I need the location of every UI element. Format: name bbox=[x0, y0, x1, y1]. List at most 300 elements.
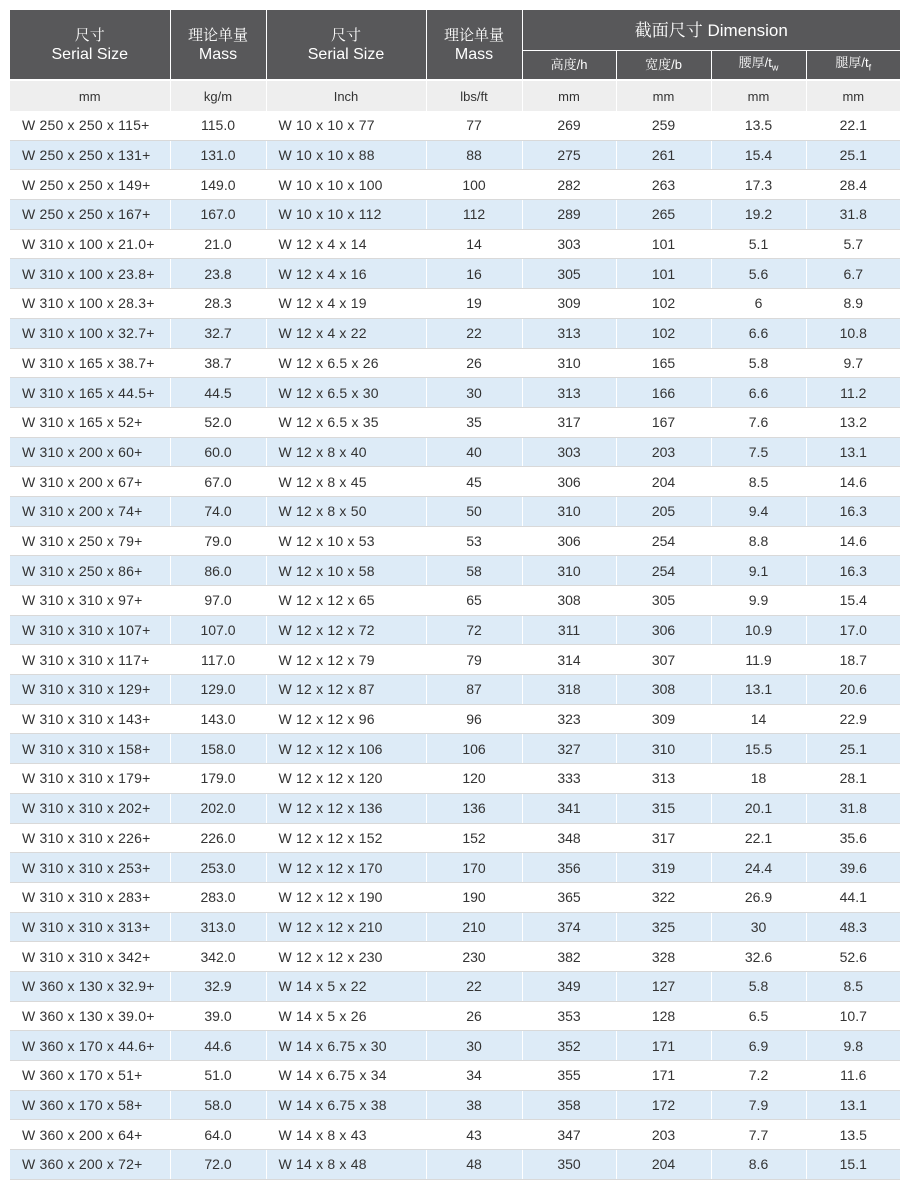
serial-size-inch-cell: W 10 x 10 x 77 bbox=[266, 111, 426, 140]
serial-size-mm-cell: W 310 x 310 x 158+ bbox=[10, 734, 170, 764]
height-cell: 303 bbox=[522, 229, 616, 259]
mass-kg-cell: 131.0 bbox=[170, 140, 266, 170]
table-row bbox=[10, 378, 900, 408]
serial-size-mm-cell: W 310 x 100 x 21.0+ bbox=[10, 229, 170, 259]
width-cell: 203 bbox=[616, 437, 711, 467]
width-cell: 167 bbox=[616, 407, 711, 437]
table-row bbox=[10, 971, 900, 1001]
web-thickness-cell: 22.1 bbox=[711, 823, 806, 853]
mass-kg-cell: 38.7 bbox=[170, 348, 266, 378]
web-thickness-cell: 7.7 bbox=[711, 1120, 806, 1150]
serial-size-mm-cell: W 360 x 130 x 39.0+ bbox=[10, 1001, 170, 1031]
width-cell: 254 bbox=[616, 526, 711, 556]
flange-thickness-cell: 48.3 bbox=[806, 912, 900, 942]
serial-size-inch-cell: W 12 x 12 x 65 bbox=[266, 586, 426, 616]
flange-thickness-cell: 9.8 bbox=[806, 1031, 900, 1061]
flange-thickness-cell: 18.7 bbox=[806, 645, 900, 675]
table-row bbox=[10, 556, 900, 586]
width-cell: 317 bbox=[616, 823, 711, 853]
flange-thickness-cell: 10.7 bbox=[806, 1001, 900, 1031]
mass-kg-cell: 202.0 bbox=[170, 793, 266, 823]
table-row bbox=[10, 170, 900, 200]
web-thickness-cell: 13.5 bbox=[711, 111, 806, 140]
height-cell: 382 bbox=[522, 942, 616, 972]
web-thickness-cell: 9.1 bbox=[711, 556, 806, 586]
flange-thickness-cell: 15.4 bbox=[806, 586, 900, 616]
serial-size-inch-cell: W 12 x 4 x 14 bbox=[266, 229, 426, 259]
web-thickness-cell: 7.9 bbox=[711, 1090, 806, 1120]
mass-kg-cell: 60.0 bbox=[170, 437, 266, 467]
flange-thickness-cell: 31.8 bbox=[806, 200, 900, 230]
mass-kg-cell: 107.0 bbox=[170, 615, 266, 645]
serial-size-inch-cell: W 10 x 10 x 100 bbox=[266, 170, 426, 200]
serial-size-mm-cell: W 310 x 310 x 226+ bbox=[10, 823, 170, 853]
width-cell: 203 bbox=[616, 1120, 711, 1150]
table-row bbox=[10, 437, 900, 467]
table-row bbox=[10, 111, 900, 140]
width-cell: 102 bbox=[616, 289, 711, 319]
height-cell: 310 bbox=[522, 348, 616, 378]
table-row bbox=[10, 793, 900, 823]
serial-size-inch-cell: W 12 x 4 x 19 bbox=[266, 289, 426, 319]
flange-thickness-cell: 8.9 bbox=[806, 289, 900, 319]
serial-size-mm-cell: W 310 x 200 x 74+ bbox=[10, 496, 170, 526]
mass-kg-cell: 23.8 bbox=[170, 259, 266, 289]
mass-lbs-cell: 26 bbox=[426, 1001, 522, 1031]
table-row bbox=[10, 348, 900, 378]
mass-lbs-cell: 53 bbox=[426, 526, 522, 556]
height-cell: 341 bbox=[522, 793, 616, 823]
mass-kg-cell: 149.0 bbox=[170, 170, 266, 200]
mass-kg-cell: 79.0 bbox=[170, 526, 266, 556]
serial-size-inch-cell: W 12 x 8 x 50 bbox=[266, 496, 426, 526]
height-cell: 350 bbox=[522, 1150, 616, 1180]
width-cell: 101 bbox=[616, 259, 711, 289]
table-row bbox=[10, 912, 900, 942]
mass-kg-cell: 32.9 bbox=[170, 971, 266, 1001]
mass-kg-cell: 39.0 bbox=[170, 1001, 266, 1031]
mass-kg-cell: 97.0 bbox=[170, 586, 266, 616]
web-thickness-cell: 6.6 bbox=[711, 378, 806, 408]
mass-lbs-cell: 22 bbox=[426, 971, 522, 1001]
serial-size-mm-cell: W 310 x 250 x 86+ bbox=[10, 556, 170, 586]
mass-lbs-cell: 210 bbox=[426, 912, 522, 942]
serial-size-inch-cell: W 10 x 10 x 88 bbox=[266, 140, 426, 170]
width-cell: 313 bbox=[616, 764, 711, 794]
width-cell: 315 bbox=[616, 793, 711, 823]
serial-size-mm-cell: W 360 x 200 x 64+ bbox=[10, 1120, 170, 1150]
mass-lbs-cell: 30 bbox=[426, 1031, 522, 1061]
mass-kg-cell: 44.6 bbox=[170, 1031, 266, 1061]
serial-size-mm-cell: W 250 x 250 x 131+ bbox=[10, 140, 170, 170]
width-cell: 261 bbox=[616, 140, 711, 170]
table-row bbox=[10, 942, 900, 972]
web-thickness-cell: 5.8 bbox=[711, 971, 806, 1001]
mass-kg-cell: 226.0 bbox=[170, 823, 266, 853]
height-cell: 353 bbox=[522, 1001, 616, 1031]
web-thickness-cell: 15.5 bbox=[711, 734, 806, 764]
height-cell: 313 bbox=[522, 318, 616, 348]
web-thickness-cell: 9.9 bbox=[711, 586, 806, 616]
unit-cell: mm bbox=[711, 80, 806, 111]
web-thickness-label: 腰厚/t bbox=[738, 54, 772, 70]
mass-lbs-cell: 34 bbox=[426, 1061, 522, 1091]
table-row bbox=[10, 882, 900, 912]
mass-kg-cell: 143.0 bbox=[170, 704, 266, 734]
serial-size-inch-cell: W 12 x 12 x 230 bbox=[266, 942, 426, 972]
mass-kg-cell: 51.0 bbox=[170, 1061, 266, 1091]
height-cell: 374 bbox=[522, 912, 616, 942]
serial-size-mm-cell: W 360 x 170 x 51+ bbox=[10, 1061, 170, 1091]
serial-size-mm-cell: W 310 x 100 x 28.3+ bbox=[10, 289, 170, 319]
height-cell: 275 bbox=[522, 140, 616, 170]
web-thickness-cell: 8.6 bbox=[711, 1150, 806, 1180]
mass-lbs-cell: 112 bbox=[426, 200, 522, 230]
mass-kg-cell: 283.0 bbox=[170, 882, 266, 912]
serial-size-mm-cell: W 360 x 170 x 58+ bbox=[10, 1090, 170, 1120]
width-cell: 127 bbox=[616, 971, 711, 1001]
serial-size-mm-cell: W 310 x 165 x 52+ bbox=[10, 407, 170, 437]
mass-kg-cell: 21.0 bbox=[170, 229, 266, 259]
serial-size-inch-cell: W 12 x 12 x 72 bbox=[266, 615, 426, 645]
mass-kg-cell: 67.0 bbox=[170, 467, 266, 497]
height-cell: 333 bbox=[522, 764, 616, 794]
web-thickness-cell: 6 bbox=[711, 289, 806, 319]
width-cell: 102 bbox=[616, 318, 711, 348]
serial-size-mm-cell: W 360 x 170 x 44.6+ bbox=[10, 1031, 170, 1061]
serial-size-mm-cell: W 310 x 310 x 97+ bbox=[10, 586, 170, 616]
web-thickness-cell: 6.5 bbox=[711, 1001, 806, 1031]
serial-size-inch-cell: W 12 x 4 x 22 bbox=[266, 318, 426, 348]
serial-size-inch-cell: W 12 x 6.5 x 26 bbox=[266, 348, 426, 378]
width-cell: 172 bbox=[616, 1090, 711, 1120]
web-thickness-cell: 32.6 bbox=[711, 942, 806, 972]
serial-size-mm-cell: W 310 x 310 x 129+ bbox=[10, 675, 170, 705]
mass-kg-header bbox=[170, 10, 266, 80]
serial-size-inch-header bbox=[266, 10, 426, 80]
mass-lbs-cell: 45 bbox=[426, 467, 522, 497]
mass-kg-cell: 58.0 bbox=[170, 1090, 266, 1120]
table-row bbox=[10, 675, 900, 705]
serial-size-inch-cell: W 12 x 10 x 53 bbox=[266, 526, 426, 556]
flange-thickness-cell: 11.2 bbox=[806, 378, 900, 408]
serial-size-mm-cell: W 310 x 310 x 202+ bbox=[10, 793, 170, 823]
height-cell: 289 bbox=[522, 200, 616, 230]
mass-kg-cell: 313.0 bbox=[170, 912, 266, 942]
mass-kg-cell: 44.5 bbox=[170, 378, 266, 408]
flange-thickness-cell: 22.9 bbox=[806, 704, 900, 734]
height-cell: 348 bbox=[522, 823, 616, 853]
unit-cell: kg/m bbox=[170, 80, 266, 111]
flange-thickness-cell: 22.1 bbox=[806, 111, 900, 140]
flange-thickness-subscript: f bbox=[868, 62, 872, 73]
serial-size-inch-cell: W 12 x 12 x 152 bbox=[266, 823, 426, 853]
height-cell: 282 bbox=[522, 170, 616, 200]
web-thickness-cell: 17.3 bbox=[711, 170, 806, 200]
unit-cell: mm bbox=[616, 80, 711, 111]
width-cell: 307 bbox=[616, 645, 711, 675]
flange-thickness-cell: 11.6 bbox=[806, 1061, 900, 1091]
web-thickness-cell: 8.8 bbox=[711, 526, 806, 556]
mass-kg-cell: 28.3 bbox=[170, 289, 266, 319]
width-cell: 204 bbox=[616, 467, 711, 497]
units-row bbox=[10, 80, 900, 111]
table-row bbox=[10, 496, 900, 526]
mass-kg-cell: 74.0 bbox=[170, 496, 266, 526]
height-cell: 313 bbox=[522, 378, 616, 408]
height-cell: 309 bbox=[522, 289, 616, 319]
serial-size-mm-cell: W 250 x 250 x 149+ bbox=[10, 170, 170, 200]
mass-lbs-cell: 120 bbox=[426, 764, 522, 794]
flange-thickness-cell: 28.4 bbox=[806, 170, 900, 200]
serial-size-inch-cell: W 14 x 6.75 x 38 bbox=[266, 1090, 426, 1120]
serial-size-inch-cell: W 12 x 12 x 96 bbox=[266, 704, 426, 734]
mass-lbs-cell: 43 bbox=[426, 1120, 522, 1150]
unit-cell: mm bbox=[522, 80, 616, 111]
serial-size-en-label-2: Serial Size bbox=[307, 45, 385, 63]
mass-lbs-cell: 50 bbox=[426, 496, 522, 526]
mass-lbs-cell: 40 bbox=[426, 437, 522, 467]
dimension-header: 截面尺寸 Dimension bbox=[522, 10, 900, 51]
width-cell: 165 bbox=[616, 348, 711, 378]
mass-kg-cell: 179.0 bbox=[170, 764, 266, 794]
height-cell: 314 bbox=[522, 645, 616, 675]
table-row bbox=[10, 823, 900, 853]
serial-size-inch-cell: W 12 x 12 x 170 bbox=[266, 853, 426, 883]
mass-lbs-cell: 79 bbox=[426, 645, 522, 675]
width-cell: 263 bbox=[616, 170, 711, 200]
serial-size-mm-header bbox=[10, 10, 170, 80]
table-row bbox=[10, 764, 900, 794]
height-cell: 269 bbox=[522, 111, 616, 140]
serial-size-mm-cell: W 310 x 310 x 253+ bbox=[10, 853, 170, 883]
flange-thickness-cell: 20.6 bbox=[806, 675, 900, 705]
height-cell: 358 bbox=[522, 1090, 616, 1120]
width-cell: 128 bbox=[616, 1001, 711, 1031]
width-cell: 310 bbox=[616, 734, 711, 764]
table-row bbox=[10, 289, 900, 319]
serial-size-inch-cell: W 12 x 12 x 136 bbox=[266, 793, 426, 823]
web-thickness-cell: 11.9 bbox=[711, 645, 806, 675]
mass-lbs-cell: 152 bbox=[426, 823, 522, 853]
flange-thickness-cell: 13.1 bbox=[806, 437, 900, 467]
flange-thickness-cell: 8.5 bbox=[806, 971, 900, 1001]
width-cell: 265 bbox=[616, 200, 711, 230]
mass-cn-label-2: 理论单量 bbox=[443, 26, 504, 44]
height-cell: 327 bbox=[522, 734, 616, 764]
serial-size-inch-cell: W 14 x 6.75 x 34 bbox=[266, 1061, 426, 1091]
table-row bbox=[10, 734, 900, 764]
serial-size-inch-cell: W 12 x 12 x 79 bbox=[266, 645, 426, 675]
mass-kg-cell: 253.0 bbox=[170, 853, 266, 883]
mass-lbs-cell: 38 bbox=[426, 1090, 522, 1120]
flange-thickness-cell: 5.7 bbox=[806, 229, 900, 259]
serial-size-mm-cell: W 310 x 310 x 107+ bbox=[10, 615, 170, 645]
mass-lbs-cell: 65 bbox=[426, 586, 522, 616]
flange-thickness-cell: 13.2 bbox=[806, 407, 900, 437]
flange-thickness-cell: 25.1 bbox=[806, 734, 900, 764]
width-cell: 101 bbox=[616, 229, 711, 259]
unit-cell: mm bbox=[10, 80, 170, 111]
table-row bbox=[10, 615, 900, 645]
height-cell: 318 bbox=[522, 675, 616, 705]
serial-size-mm-cell: W 360 x 200 x 72+ bbox=[10, 1150, 170, 1180]
height-cell: 310 bbox=[522, 556, 616, 586]
mass-kg-cell: 342.0 bbox=[170, 942, 266, 972]
table-row bbox=[10, 140, 900, 170]
flange-thickness-cell: 14.6 bbox=[806, 526, 900, 556]
web-thickness-cell: 5.1 bbox=[711, 229, 806, 259]
web-thickness-subscript: w bbox=[771, 62, 779, 73]
height-cell: 356 bbox=[522, 853, 616, 883]
height-cell: 305 bbox=[522, 259, 616, 289]
unit-cell: mm bbox=[806, 80, 900, 111]
mass-lbs-cell: 26 bbox=[426, 348, 522, 378]
table-row bbox=[10, 259, 900, 289]
width-cell: 328 bbox=[616, 942, 711, 972]
serial-size-inch-cell: W 12 x 12 x 87 bbox=[266, 675, 426, 705]
height-cell: 347 bbox=[522, 1120, 616, 1150]
width-cell: 254 bbox=[616, 556, 711, 586]
width-cell: 322 bbox=[616, 882, 711, 912]
serial-size-mm-cell: W 310 x 200 x 60+ bbox=[10, 437, 170, 467]
table-row bbox=[10, 1031, 900, 1061]
serial-size-inch-cell: W 10 x 10 x 112 bbox=[266, 200, 426, 230]
table-row bbox=[10, 586, 900, 616]
web-thickness-cell: 15.4 bbox=[711, 140, 806, 170]
mass-lbs-cell: 136 bbox=[426, 793, 522, 823]
flange-thickness-cell: 25.1 bbox=[806, 140, 900, 170]
width-cell: 205 bbox=[616, 496, 711, 526]
flange-thickness-cell: 13.1 bbox=[806, 1090, 900, 1120]
serial-size-mm-cell: W 310 x 200 x 67+ bbox=[10, 467, 170, 497]
flange-thickness-label: 腿厚/t bbox=[835, 54, 869, 70]
serial-size-mm-cell: W 360 x 130 x 32.9+ bbox=[10, 971, 170, 1001]
mass-lbs-cell: 170 bbox=[426, 853, 522, 883]
mass-lbs-cell: 88 bbox=[426, 140, 522, 170]
serial-size-inch-cell: W 14 x 5 x 22 bbox=[266, 971, 426, 1001]
mass-kg-cell: 64.0 bbox=[170, 1120, 266, 1150]
serial-size-mm-cell: W 310 x 310 x 313+ bbox=[10, 912, 170, 942]
height-cell: 311 bbox=[522, 615, 616, 645]
unit-cell: Inch bbox=[266, 80, 426, 111]
height-cell: 306 bbox=[522, 467, 616, 497]
width-cell: 204 bbox=[616, 1150, 711, 1180]
height-cell: 352 bbox=[522, 1031, 616, 1061]
table-row bbox=[10, 1001, 900, 1031]
web-thickness-cell: 14 bbox=[711, 704, 806, 734]
mass-kg-cell: 158.0 bbox=[170, 734, 266, 764]
table-row bbox=[10, 645, 900, 675]
mass-kg-cell: 129.0 bbox=[170, 675, 266, 705]
mass-lbs-cell: 19 bbox=[426, 289, 522, 319]
flange-thickness-cell: 35.6 bbox=[806, 823, 900, 853]
width-header: 宽度/b bbox=[616, 51, 711, 81]
table-row bbox=[10, 1120, 900, 1150]
mass-lbs-cell: 230 bbox=[426, 942, 522, 972]
web-thickness-cell: 7.6 bbox=[711, 407, 806, 437]
mass-lbs-cell: 14 bbox=[426, 229, 522, 259]
flange-thickness-cell: 39.6 bbox=[806, 853, 900, 883]
mass-en-label-2: Mass bbox=[454, 45, 494, 63]
unit-cell: lbs/ft bbox=[426, 80, 522, 111]
serial-size-inch-cell: W 14 x 5 x 26 bbox=[266, 1001, 426, 1031]
web-thickness-cell: 9.4 bbox=[711, 496, 806, 526]
mass-lbs-cell: 30 bbox=[426, 378, 522, 408]
serial-size-inch-cell: W 12 x 12 x 190 bbox=[266, 882, 426, 912]
web-thickness-header bbox=[711, 51, 806, 81]
serial-size-mm-cell: W 310 x 310 x 143+ bbox=[10, 704, 170, 734]
web-thickness-cell: 6.9 bbox=[711, 1031, 806, 1061]
mass-kg-cell: 86.0 bbox=[170, 556, 266, 586]
width-cell: 309 bbox=[616, 704, 711, 734]
web-thickness-cell: 24.4 bbox=[711, 853, 806, 883]
mass-en-label: Mass bbox=[198, 45, 238, 63]
serial-size-inch-cell: W 12 x 6.5 x 30 bbox=[266, 378, 426, 408]
table-row bbox=[10, 1090, 900, 1120]
flange-thickness-cell: 9.7 bbox=[806, 348, 900, 378]
web-thickness-cell: 30 bbox=[711, 912, 806, 942]
table-row bbox=[10, 407, 900, 437]
mass-kg-cell: 72.0 bbox=[170, 1150, 266, 1180]
mass-lbs-cell: 35 bbox=[426, 407, 522, 437]
serial-size-mm-cell: W 310 x 310 x 283+ bbox=[10, 882, 170, 912]
table-row bbox=[10, 200, 900, 230]
web-thickness-cell: 5.6 bbox=[711, 259, 806, 289]
mass-kg-cell: 32.7 bbox=[170, 318, 266, 348]
serial-size-mm-cell: W 310 x 310 x 342+ bbox=[10, 942, 170, 972]
web-thickness-cell: 8.5 bbox=[711, 467, 806, 497]
height-cell: 308 bbox=[522, 586, 616, 616]
height-cell: 365 bbox=[522, 882, 616, 912]
serial-size-mm-cell: W 310 x 100 x 23.8+ bbox=[10, 259, 170, 289]
serial-size-inch-cell: W 14 x 6.75 x 30 bbox=[266, 1031, 426, 1061]
height-cell: 323 bbox=[522, 704, 616, 734]
dimension-table-container bbox=[10, 10, 900, 1180]
serial-size-mm-cell: W 310 x 165 x 44.5+ bbox=[10, 378, 170, 408]
serial-size-mm-cell: W 250 x 250 x 167+ bbox=[10, 200, 170, 230]
width-cell: 259 bbox=[616, 111, 711, 140]
mass-cn-label: 理论单量 bbox=[187, 26, 248, 44]
height-cell: 349 bbox=[522, 971, 616, 1001]
serial-size-cn-label: 尺寸 bbox=[74, 26, 105, 44]
flange-thickness-cell: 10.8 bbox=[806, 318, 900, 348]
web-thickness-cell: 19.2 bbox=[711, 200, 806, 230]
table-row bbox=[10, 318, 900, 348]
mass-lbs-cell: 100 bbox=[426, 170, 522, 200]
table-row bbox=[10, 1150, 900, 1180]
flange-thickness-cell: 28.1 bbox=[806, 764, 900, 794]
web-thickness-cell: 18 bbox=[711, 764, 806, 794]
serial-size-en-label: Serial Size bbox=[51, 45, 128, 63]
web-thickness-cell: 26.9 bbox=[711, 882, 806, 912]
web-thickness-cell: 7.2 bbox=[711, 1061, 806, 1091]
serial-size-mm-cell: W 310 x 250 x 79+ bbox=[10, 526, 170, 556]
mass-lbs-cell: 58 bbox=[426, 556, 522, 586]
web-thickness-cell: 10.9 bbox=[711, 615, 806, 645]
serial-size-mm-cell: W 310 x 165 x 38.7+ bbox=[10, 348, 170, 378]
flange-thickness-cell: 6.7 bbox=[806, 259, 900, 289]
serial-size-inch-cell: W 12 x 12 x 210 bbox=[266, 912, 426, 942]
flange-thickness-cell: 52.6 bbox=[806, 942, 900, 972]
width-cell: 319 bbox=[616, 853, 711, 883]
web-thickness-cell: 13.1 bbox=[711, 675, 806, 705]
mass-lbs-cell: 106 bbox=[426, 734, 522, 764]
mass-lbs-header bbox=[426, 10, 522, 80]
mass-kg-cell: 52.0 bbox=[170, 407, 266, 437]
table-row bbox=[10, 526, 900, 556]
web-thickness-cell: 20.1 bbox=[711, 793, 806, 823]
